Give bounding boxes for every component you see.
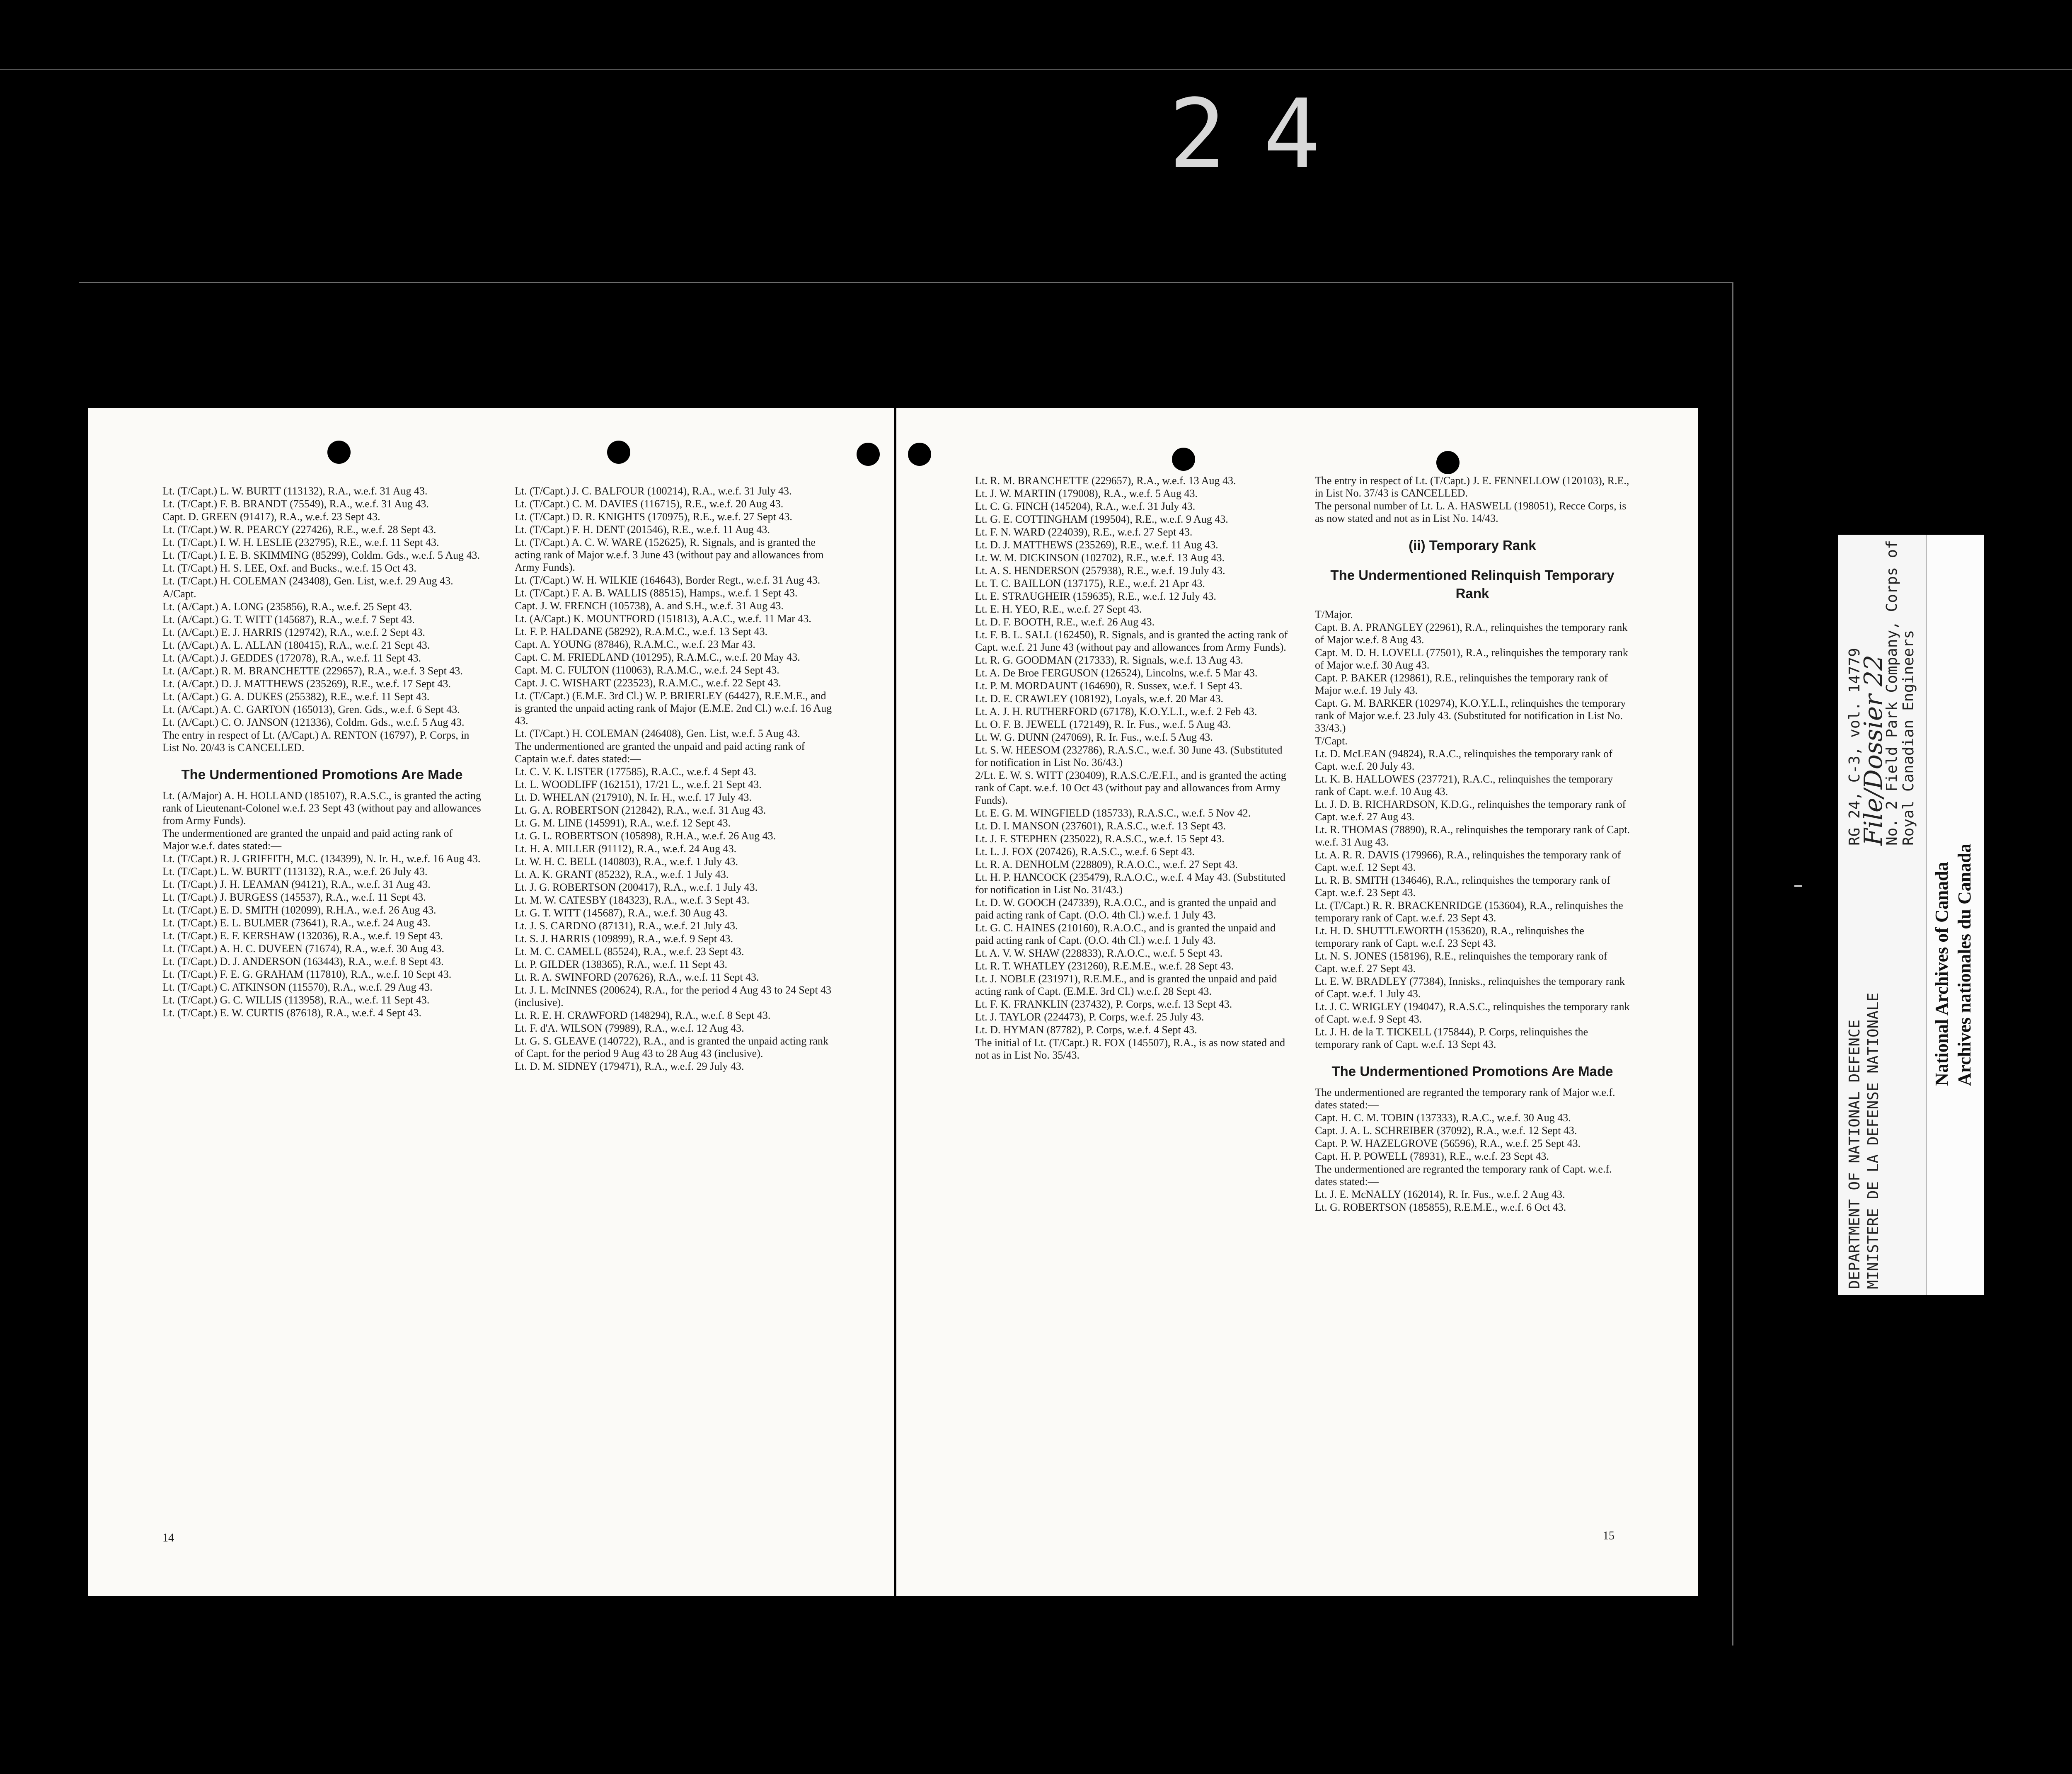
gazette-entry: Lt. D. W. GOOCH (247339), R.A.O.C., and is granted the unpaid and paid acting rank of Capt. (O.O. 4th Cl.) w.e.f. 1 July 43. (975, 897, 1276, 921)
section-heading: The Undermentioned Relinquish Temporary Rank (1330, 567, 1615, 601)
gazette-entry: Lt. (T/Capt.) W. H. WILKIE (164643), Border Regt., w.e.f. 31 Aug 43. (515, 574, 821, 586)
gazette-entry: Lt. (T/Capt.) E. D. SMITH (102099), R.H.A., w.e.f. 26 Aug 43. (162, 904, 436, 916)
gazette-entry: Lt. C. G. FINCH (145204), R.A., w.e.f. 31 July 43. (975, 500, 1196, 512)
gazette-entry: Lt. G. A. ROBERTSON (212842), R.A., w.e.f. 31 Aug 43. (515, 804, 766, 816)
gazette-entry: Lt. (T/Capt.) G. C. WILLIS (113958), R.A., w.e.f. 11 Sept 43. (162, 994, 430, 1006)
gazette-entry: T/Major. (1315, 608, 1353, 620)
label-nac-french: Archives nationales du Canada (1954, 843, 1975, 1086)
gazette-entry: Lt. D. HYMAN (87782), P. Corps, w.e.f. 4 Sept 43. (975, 1024, 1197, 1036)
gazette-entry: Lt. J. H. de la T. TICKELL (175844), P. Corps, relinquishes the temporary rank of Capt. w.e.f. 13 Sept 43. (1315, 1026, 1588, 1050)
gazette-entry: Capt. D. GREEN (91417), R.A., w.e.f. 23 Sept 43. (162, 511, 380, 523)
film-top-rule (0, 69, 2072, 70)
gazette-entry: Lt. (T/Capt.) D. J. ANDERSON (163443), R.A., w.e.f. 8 Sept 43. (162, 955, 444, 967)
gazette-entry: Lt. F. P. HALDANE (58292), R.A.M.C., w.e.f. 13 Sept 43. (515, 625, 768, 637)
gazette-entry: Capt. J. A. L. SCHREIBER (37092), R.A., w.e.f. 12 Sept 43. (1315, 1125, 1577, 1137)
gazette-entry: Lt. W. M. DICKINSON (102702), R.E., w.e.f. 13 Aug 43. (975, 552, 1225, 564)
gazette-entry: Lt. E. W. BRADLEY (77384), Innisks., relinquishes the temporary rank of Capt. w.e.f. 1 July 43. (1315, 975, 1625, 1000)
gazette-entry: Lt. C. V. K. LISTER (177585), R.A.C., w.e.f. 4 Sept 43. (515, 766, 757, 778)
page-number: 15 (1603, 1529, 1615, 1542)
gazette-entry: Lt. (T/Capt.) W. R. PEARCY (227426), R.E., w.e.f. 28 Sept 43. (162, 523, 436, 536)
edge-tick (1794, 885, 1802, 887)
label-department: DEPARTMENT OF NATIONAL DEFENCE (1846, 1019, 1863, 1289)
gazette-entry: Lt. P. GILDER (138365), R.A., w.e.f. 11 Sept 43. (515, 958, 727, 970)
gazette-entry: Lt. (T/Capt.) D. R. KNIGHTS (170975), R.E., w.e.f. 27 Sept 43. (515, 511, 792, 523)
gazette-entry: Lt. (T/Capt.) F. E. G. GRAHAM (117810), R.A., w.e.f. 10 Sept 43. (162, 968, 452, 980)
label-nac-english: National Archives of Canada (1932, 862, 1952, 1086)
gazette-entry: Lt. A. J. H. RUTHERFORD (67178), K.O.Y.L.I., w.e.f. 2 Feb 43. (975, 705, 1257, 717)
gazette-entry: Capt. H. C. M. TOBIN (137333), R.A.C., w.e.f. 30 Aug 43. (1315, 1112, 1571, 1124)
gazette-entry: Lt. (T/Capt.) A. C. W. WARE (152625), R. Signals, and is granted the acting rank of Major w.e.f. 3 June 43 (without pay and allowances from Army Funds). (515, 536, 824, 573)
gazette-entry: The initial of Lt. (T/Capt.) R. FOX (145507), R.A., is as now stated and not as in List No. 35/43. (975, 1037, 1285, 1061)
gazette-entry: Lt. R. E. H. CRAWFORD (148294), R.A., w.e.f. 8 Sept 43. (515, 1009, 771, 1021)
gazette-entry: The entry in respect of Lt. (A/Capt.) A. RENTON (16797), P. Corps, in List No. 20/43 is CANCELLED. (162, 729, 470, 754)
gazette-entry: Lt. (T/Capt.) H. COLEMAN (243408), Gen. List, w.e.f. 29 Aug 43. (162, 575, 453, 587)
gazette-entry: Lt. (T/Capt.) H. COLEMAN (246408), Gen. List, w.e.f. 5 Aug 43. (515, 727, 800, 739)
left-page-column-2 (515, 485, 834, 1073)
gazette-entry: Lt. (T/Capt.) L. W. BURTT (113132), R.A., w.e.f. 26 July 43. (162, 865, 428, 877)
gazette-entry: The undermentioned are granted the unpaid and paid acting rank of Major w.e.f. dates stated:— (162, 827, 453, 852)
gazette-entry: Lt. J. D. B. RICHARDSON, K.D.G., relinquishes the temporary rank of Capt. w.e.f. 27 Aug 43. (1315, 798, 1626, 823)
gazette-entry: Capt. J. C. WISHART (223523), R.A.M.C., w.e.f. 22 Sept 43. (515, 677, 781, 689)
gazette-entry: Lt. J. TAYLOR (224473), P. Corps, w.e.f. 25 July 43. (975, 1011, 1204, 1023)
label-ministere: MINISTERE DE LA DEFENSE NATIONALE (1865, 992, 1882, 1289)
gazette-entry: Lt. J. W. MARTIN (179008), R.A., w.e.f. 5 Aug 43. (975, 487, 1198, 499)
gazette-entry: Capt. M. C. FULTON (110063), R.A.M.C., w.e.f. 24 Sept 43. (515, 664, 779, 676)
section-heading: The Undermentioned Promotions Are Made (1331, 1064, 1613, 1079)
gazette-entry: Lt. (A/Capt.) C. O. JANSON (121336), Coldm. Gds., w.e.f. 5 Aug 43. (162, 716, 465, 728)
gazette-entry: Lt. (T/Capt.) E. F. KERSHAW (132036), R.A., w.e.f. 19 Sept 43. (162, 930, 443, 942)
gazette-entry: Capt. J. W. FRENCH (105738), A. and S.H., w.e.f. 31 Aug 43. (515, 600, 784, 612)
gazette-entry: Lt. R. T. WHATLEY (231260), R.E.M.E., w.e.f. 28 Sept 43. (975, 960, 1234, 972)
gazette-entry: Lt. F. N. WARD (224039), R.E., w.e.f. 27 Sept 43. (975, 526, 1193, 538)
gazette-entry: Lt. (T/Capt.) E. W. CURTIS (87618), R.A., w.e.f. 4 Sept 43. (162, 1007, 422, 1019)
gazette-entry: Lt. (T/Capt.) R. R. BRACKENRIDGE (153604), R.A., relinquishes the temporary rank of Capt. w.e.f. 23 Sept 43. (1315, 899, 1623, 924)
gazette-entry: Lt. W. H. C. BELL (140803), R.A., w.e.f. 1 July 43. (515, 855, 738, 868)
gazette-entry: Capt. A. YOUNG (87846), R.A.M.C., w.e.f. 23 Mar 43. (515, 638, 755, 650)
gazette-entry: 2/Lt. E. W. S. WITT (230409), R.A.S.C./E.F.I., and is granted the acting rank of Capt. w.e.f. 10 Oct 43 (without pay and allowances from Army Funds). (975, 769, 1286, 806)
gazette-entry: The entry in respect of Lt. (T/Capt.) J. E. FENNELLOW (120103), R.E., in List No. 37/43 is CANCELLED. (1315, 475, 1629, 499)
gazette-entry: Lt. J. L. McINNES (200624), R.A., for the period 4 Aug 43 to 24 Sept 43 (inclusive). (515, 984, 832, 1008)
gazette-entry: Lt. (T/Capt.) R. J. GRIFFITH, M.C. (134399), N. Ir. H., w.e.f. 16 Aug 43. (162, 853, 481, 865)
gazette-entry: Lt. (T/Capt.) J. H. LEAMAN (94121), R.A., w.e.f. 31 Aug 43. (162, 878, 431, 890)
gazette-entry: Lt. G. S. GLEAVE (140722), R.A., and is granted the unpaid acting rank of Capt. for the period 9 Aug 43 to 28 Aug 43 (inclusive). (515, 1035, 828, 1059)
gazette-entry: Lt. A. V. W. SHAW (228833), R.A.O.C., w.e.f. 5 Sept 43. (975, 947, 1223, 959)
gazette-entry: Lt. F. B. L. SALL (162450), R. Signals, and is granted the acting rank of Capt. w.e.f. 21 June 43 (without pay and allowances from Army Funds). (975, 629, 1288, 653)
gazette-entry: Lt. D. McLEAN (94824), R.A.C., relinquishes the temporary rank of Capt. w.e.f. 20 July 43. (1315, 748, 1612, 772)
frame-number: 24 (1169, 79, 1358, 190)
gazette-entry: Lt. (A/Capt.) A. C. GARTON (165013), Gren. Gds., w.e.f. 6 Sept 43. (162, 703, 460, 715)
gazette-entry: Lt. (T/Capt.) F. B. BRANDT (75549), R.A., w.e.f. 31 Aug 43. (162, 498, 429, 510)
gazette-entry: The undermentioned are regranted the temporary rank of Major w.e.f. dates stated:— (1315, 1086, 1615, 1111)
gazette-entry: Lt. D. E. CRAWLEY (108192), Loyals, w.e.f. 20 Mar 43. (975, 693, 1223, 705)
gazette-entry: Lt. G. E. COTTINGHAM (199504), R.E., w.e.f. 9 Aug 43. (975, 513, 1228, 525)
gazette-entry: The undermentioned are granted the unpaid and paid acting rank of Captain w.e.f. dates stated:— (515, 740, 805, 765)
gazette-entry: Lt. G. T. WITT (145687), R.A., w.e.f. 30 Aug 43. (515, 907, 728, 919)
gazette-entry: Lt. (A/Capt.) R. M. BRANCHETTE (229657), R.A., w.e.f. 3 Sept 43. (162, 665, 463, 677)
gazette-entry: Lt. F. K. FRANKLIN (237432), P. Corps, w.e.f. 13 Sept 43. (975, 998, 1232, 1010)
right-page (896, 408, 1698, 1596)
gazette-entry: Lt. A. S. HENDERSON (257938), R.E., w.e.f. 19 July 43. (975, 565, 1225, 577)
gazette-entry: Lt. A. K. GRANT (85232), R.A., w.e.f. 1 July 43. (515, 868, 729, 880)
gazette-entry: Lt. W. G. DUNN (247069), R. Ir. Fus., w.e.f. 5 Aug 43. (975, 731, 1213, 743)
gazette-entry: Lt. R. M. BRANCHETTE (229657), R.A., w.e.f. 13 Aug 43. (975, 475, 1236, 487)
gazette-entry: Lt. R. THOMAS (78890), R.A., relinquishes the temporary rank of Capt. w.e.f. 31 Aug 43. (1315, 824, 1630, 848)
gazette-entry: Lt. (T/Capt.) H. S. LEE, Oxf. and Bucks., w.e.f. 15 Oct 43. (162, 562, 416, 574)
label-file: File/Dossier 22 (1859, 654, 1888, 846)
left-page-column-1 (162, 485, 482, 1020)
gazette-entry: Lt. D. WHELAN (217910), N. Ir. H., w.e.f. 17 July 43. (515, 791, 752, 803)
gazette-entry: Lt. J. C. WRIGLEY (194047), R.A.S.C., relinquishes the temporary rank of Capt. w.e.f. 9 Sept 43. (1315, 1001, 1630, 1025)
gazette-entry: Lt. (T/Capt.) J. C. BALFOUR (100214), R.A., w.e.f. 31 July 43. (515, 485, 792, 497)
gazette-entry: Lt. J. S. CARDNO (87131), R.A., w.e.f. 21 July 43. (515, 920, 738, 932)
gazette-entry: Lt. (T/Capt.) E. L. BULMER (73641), R.A., w.e.f. 24 Aug 43. (162, 917, 431, 929)
gazette-entry: Lt. (T/Capt.) J. BURGESS (145537), R.A., w.e.f. 11 Sept 43. (162, 891, 426, 903)
right-page-column-1 (975, 475, 1290, 1062)
punch-hole (908, 443, 931, 466)
gazette-entry: Lt. D. J. MATTHEWS (235269), R.E., w.e.f. 11 Aug 43. (975, 539, 1218, 551)
label-reference: RG 24, C-3, vol. 14779 (1846, 648, 1863, 846)
right-page-column-2 (1315, 475, 1630, 1214)
gazette-entry: Lt. (A/Capt.) A. L. ALLAN (180415), R.A., w.e.f. 21 Sept 43. (162, 639, 430, 651)
gazette-entry: Lt. (T/Capt.) I. E. B. SKIMMING (85299), Coldm. Gds., w.e.f. 5 Aug 43. (162, 549, 480, 561)
gazette-entry: Lt. M. W. CATESBY (184323), R.A., w.e.f. 3 Sept 43. (515, 894, 750, 906)
gazette-entry: Lt. D. M. SIDNEY (179471), R.A., w.e.f. 29 July 43. (515, 1060, 744, 1072)
page-number: 14 (162, 1532, 174, 1544)
gazette-entry: Lt. R. A. SWINFORD (207626), R.A., w.e.f. 11 Sept 43. (515, 971, 759, 983)
gazette-entry: T/Capt. (1315, 735, 1348, 747)
gazette-entry: Lt. R. B. SMITH (134646), R.A., relinquishes the temporary rank of Capt. w.e.f. 23 Sept 43. (1315, 874, 1610, 899)
punch-hole (857, 443, 880, 466)
gazette-entry: Lt. E. G. M. WINGFIELD (185733), R.A.S.C., w.e.f. 5 Nov 42. (975, 807, 1251, 819)
scan-edge-top (79, 282, 1732, 283)
gazette-entry: Lt. (A/Capt.) G. A. DUKES (255382), R.E., w.e.f. 11 Sept 43. (162, 691, 430, 703)
gazette-entry: Lt. J. NOBLE (231971), R.E.M.E., and is granted the unpaid and paid acting rank of Capt. (E.M.E. 3rd Cl.) w.e.f. 28 Sept 43. (975, 973, 1277, 997)
punch-hole (1172, 448, 1195, 471)
gazette-entry: Capt. P. W. HAZELGROVE (56596), R.A., w.e.f. 25 Sept 43. (1315, 1137, 1581, 1149)
section-heading: (ii) Temporary Rank (1409, 538, 1536, 553)
gazette-entry: Lt. G. ROBERTSON (185855), R.E.M.E., w.e.f. 6 Oct 43. (1315, 1201, 1566, 1213)
gazette-entry: Capt. C. M. FRIEDLAND (101295), R.A.M.C., w.e.f. 20 May 43. (515, 651, 800, 663)
punch-hole (327, 441, 351, 464)
section-heading: The Undermentioned Promotions Are Made (181, 767, 463, 782)
gazette-entry: Lt. G. L. ROBERTSON (105898), R.H.A., w.e.f. 26 Aug 43. (515, 830, 776, 842)
gazette-entry: Lt. (T/Capt.) F. H. DENT (201546), R.E., w.e.f. 11 Aug 43. (515, 523, 770, 536)
gazette-entry: Lt. L. WOODLIFF (162151), 17/21 L., w.e.f. 21 Sept 43. (515, 778, 762, 790)
gazette-entry: Lt. L. J. FOX (207426), R.A.S.C., w.e.f. 6 Sept 43. (975, 846, 1195, 858)
punch-hole (607, 441, 630, 464)
gazette-entry: Lt. (T/Capt.) C. M. DAVIES (116715), R.E., w.e.f. 20 Aug 43. (515, 498, 784, 510)
gazette-entry: Capt. B. A. PRANGLEY (22961), R.A., relinquishes the temporary rank of Major w.e.f. 8 Aug 43. (1315, 621, 1628, 646)
scan-edge-right (1732, 282, 1733, 1646)
gazette-entry: Lt. H. P. HANCOCK (235479), R.A.O.C., w.e.f. 4 May 43. (Substituted for notification in List No. 31/43.) (975, 871, 1285, 896)
gazette-entry: Lt. R. G. GOODMAN (217333), R. Signals, w.e.f. 13 Aug 43. (975, 654, 1243, 666)
gazette-entry: A/Capt. (162, 588, 196, 600)
gazette-entry: Lt. (T/Capt.) (E.M.E. 3rd Cl.) W. P. BRIERLEY (64427), R.E.M.E., and is granted the unpaid acting rank of Major (E.M.E. 2nd Cl.) w.e.f. 16 Aug 43. (515, 690, 832, 727)
gazette-entry: Capt. H. P. POWELL (78931), R.E., w.e.f. 23 Sept 43. (1315, 1150, 1549, 1162)
gazette-entry: Lt. (A/Capt.) D. J. MATTHEWS (235269), R.E., w.e.f. 17 Sept 43. (162, 678, 451, 690)
gazette-entry: Lt. G. M. LINE (145991), R.A., w.e.f. 12 Sept 43. (515, 817, 731, 829)
gazette-entry: Lt. M. C. CAMELL (85524), R.A., w.e.f. 23 Sept 43. (515, 945, 744, 957)
gazette-entry: Lt. (T/Capt.) C. ATKINSON (115570), R.A., w.e.f. 29 Aug 43. (162, 981, 433, 993)
gazette-entry: Lt. S. W. HEESOM (232786), R.A.S.C., w.e.f. 30 June 43. (Substituted for notification in List No. 36/43.) (975, 744, 1283, 768)
gazette-entry: Lt. F. d'A. WILSON (79989), R.A., w.e.f. 12 Aug 43. (515, 1022, 744, 1034)
left-page (88, 408, 894, 1596)
gazette-entry: Lt. A. R. R. DAVIS (179966), R.A., relinquishes the temporary rank of Capt. w.e.f. 12 Sept 43. (1315, 849, 1621, 873)
gazette-entry: Lt. (A/Capt.) G. T. WITT (145687), R.A., w.e.f. 7 Sept 43. (162, 613, 415, 625)
gazette-entry: Lt. (A/Major) A. H. HOLLAND (185107), R.A.S.C., is granted the acting rank of Lieutenant-Colonel w.e.f. 23 Sept 43 (without pay and allowances from Army Funds). (162, 790, 482, 826)
gazette-entry: The personal number of Lt. L. A. HASWELL (198051), Recce Corps, is as now stated and not as in List No. 14/43. (1315, 500, 1627, 524)
gazette-entry: Lt. R. A. DENHOLM (228809), R.A.O.C., w.e.f. 27 Sept 43. (975, 858, 1238, 870)
gazette-entry: Capt. G. M. BARKER (102974), K.O.Y.L.I., relinquishes the temporary rank of Major w.e.f. 23 July 43. (Substituted for notification in List No. 33/43.) (1315, 697, 1626, 734)
gazette-entry: Lt. A. De Broe FERGUSON (126524), Lincolns, w.e.f. 5 Mar 43. (975, 667, 1258, 679)
gazette-entry: Capt. P. BAKER (129861), R.E., relinquishes the temporary rank of Major w.e.f. 19 July 43. (1315, 672, 1608, 696)
gazette-entry: Lt. (A/Capt.) K. MOUNTFORD (151813), A.A.C., w.e.f. 11 Mar 43. (515, 613, 811, 625)
gazette-entry: Lt. (A/Capt.) A. LONG (235856), R.A., w.e.f. 25 Sept 43. (162, 601, 412, 613)
gazette-entry: Lt. S. J. HARRIS (109899), R.A., w.e.f. 9 Sept 43. (515, 933, 733, 945)
punch-hole (1436, 451, 1460, 474)
gazette-entry: Capt. M. D. H. LOVELL (77501), R.A., relinquishes the temporary rank of Major w.e.f. 30 Aug 43. (1315, 647, 1628, 671)
gazette-entry: Lt. T. C. BAILLON (137175), R.E., w.e.f. 21 Apr 43. (975, 577, 1205, 589)
gazette-entry: Lt. K. B. HALLOWES (237721), R.A.C., relinquishes the temporary rank of Capt. w.e.f. 10 Aug 43. (1315, 773, 1613, 797)
label-unit-2: Royal Canadian Engineers (1900, 630, 1917, 846)
gazette-entry: Lt. (A/Capt.) E. J. HARRIS (129742), R.A., w.e.f. 2 Sept 43. (162, 626, 425, 638)
gazette-entry: Lt. (T/Capt.) A. H. C. DUVEEN (71674), R.A., w.e.f. 30 Aug 43. (162, 943, 445, 955)
gazette-entry: Lt. (T/Capt.) F. A. B. WALLIS (88515), Hamps., w.e.f. 1 Sept 43. (515, 587, 798, 599)
gazette-entry: Lt. H. A. MILLER (91112), R.A., w.e.f. 24 Aug 43. (515, 843, 737, 855)
label-unit-1: No. 2 Field Park Company, Corps of (1883, 540, 1900, 846)
gazette-entry: Lt. O. F. B. JEWELL (172149), R. Ir. Fus., w.e.f. 5 Aug 43. (975, 718, 1231, 730)
gazette-entry: Lt. P. M. MORDAUNT (164690), R. Sussex, w.e.f. 1 Sept 43. (975, 680, 1242, 692)
gazette-entry: Lt. J. G. ROBERTSON (200417), R.A., w.e.f. 1 July 43. (515, 881, 758, 893)
gazette-entry: Lt. D. I. MANSON (237601), R.A.S.C., w.e.f. 13 Sept 43. (975, 820, 1226, 832)
gazette-entry: Lt. J. F. STEPHEN (235022), R.A.S.C., w.e.f. 15 Sept 43. (975, 833, 1225, 845)
gazette-entry: Lt. D. F. BOOTH, R.E., w.e.f. 26 Aug 43. (975, 616, 1155, 628)
gazette-entry: Lt. (A/Capt.) J. GEDDES (172078), R.A., w.e.f. 11 Sept 43. (162, 652, 421, 664)
gazette-entry: Lt. N. S. JONES (158196), R.E., relinquishes the temporary rank of Capt. w.e.f. 27 Sept 43. (1315, 950, 1607, 974)
gazette-entry: Lt. E. H. YEO, R.E., w.e.f. 27 Sept 43. (975, 603, 1142, 615)
gazette-entry: Lt. G. C. HAINES (210160), R.A.O.C., and is granted the unpaid and paid acting rank of Capt. (O.O. 4th Cl.) w.e.f. 1 July 43. (975, 922, 1276, 946)
gazette-entry: The undermentioned are regranted the temporary rank of Capt. w.e.f. dates stated:— (1315, 1163, 1612, 1188)
gazette-entry: Lt. (T/Capt.) I. W. H. LESLIE (232795), R.E., w.e.f. 11 Sept 43. (162, 536, 439, 548)
gazette-entry: Lt. J. E. McNALLY (162014), R. Ir. Fus., w.e.f. 2 Aug 43. (1315, 1188, 1565, 1200)
gazette-entry: Lt. (T/Capt.) L. W. BURTT (113132), R.A., w.e.f. 31 Aug 43. (162, 485, 428, 497)
gazette-entry: Lt. H. D. SHUTTLEWORTH (153620), R.A., relinquishes the temporary rank of Capt. w.e.f. 23 Sept 43. (1315, 925, 1584, 949)
gazette-entry: Lt. E. STRAUGHEIR (159635), R.E., w.e.f. 12 July 43. (975, 590, 1216, 602)
